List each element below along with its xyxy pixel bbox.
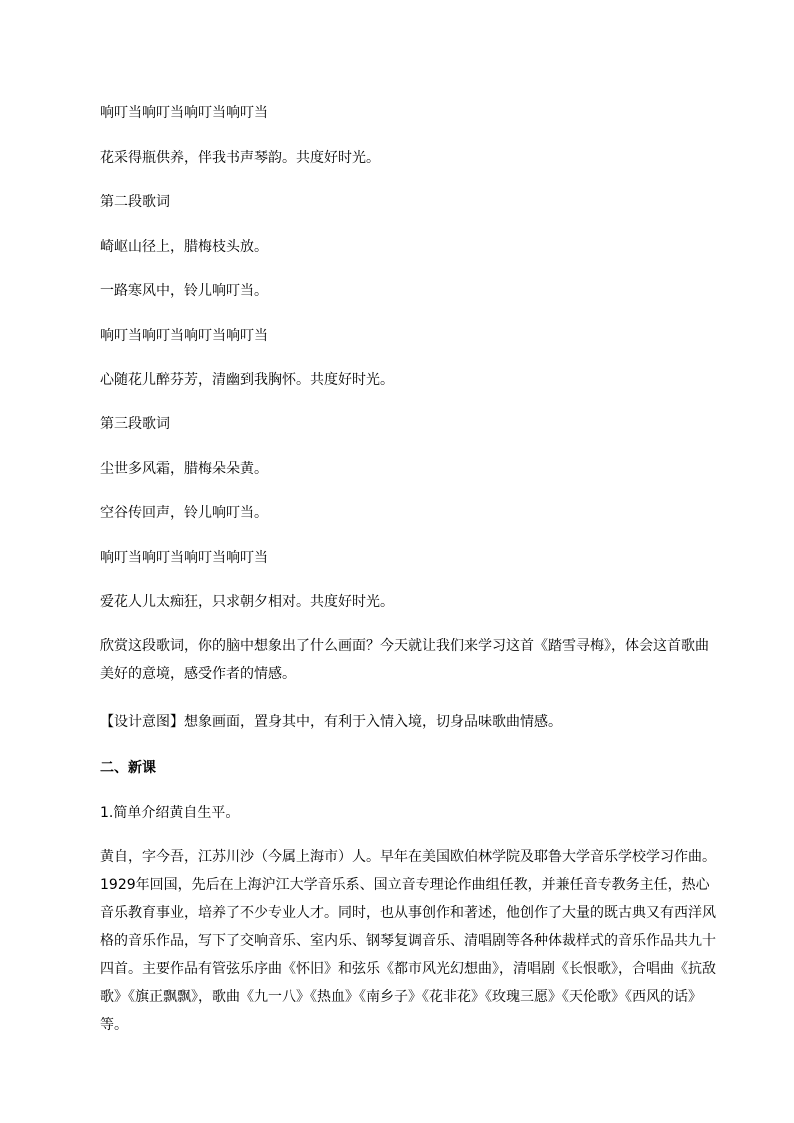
lyric-line: 响叮当响叮当响叮当响叮当 [100,105,268,121]
lyric-line: 崎岖山径上，腊梅枝头放。 [100,239,268,255]
lyric-line: 尘世多风霜，腊梅朵朵黄。 [100,461,268,477]
lyric-line: 响叮当响叮当响叮当响叮当 [100,328,268,344]
design-intent: 【设计意图】想象画面，置身其中，有利于入情入境，切身品味歌曲情感。 [100,714,562,730]
verse-heading: 第三段歌词 [100,416,170,432]
lyric-line: 空谷传回声，铃儿响叮当。 [100,505,268,521]
lyric-line: 心随花儿醉芬芳，清幽到我胸怀。共度好时光。 [100,372,394,388]
lyric-line: 爱花人儿太痴狂，只求朝夕相对。共度好时光。 [100,594,394,610]
intro-paragraph: 欣赏这段歌词，你的脑中想象出了什么画面？今天就让我们来学习这首《踏雪寻梅》，体会这首歌曲美好的意境，感受作者的情感。 [100,638,709,682]
section-heading: 二、新课 [100,760,156,776]
bio-paragraph: 黄自，字今吾，江苏川沙（今属上海市）人。早年在美国欧伯林学院及耶鲁大学音乐学校学习作曲。1929年回国，先后在上海沪江大学音乐系、国立音专理论作曲组任教，并兼任音专教务主任，热心音乐教育事业，培养了不少专业人才。同时，也从事创作和著述，他创作了大量的既古典又有西洋风格的音乐作品，写下了交响音乐、室内乐、钢琴复调音乐、清唱剧等各种体裁样式的音乐作品共九十四首。主要作品有管弦乐序曲《怀旧》和弦乐《都市风光幻想曲》，清唱剧《长恨歌》，合唱曲《抗敌歌》《旗正飘飘》，歌曲《九一八》《热血》《南乡子》《花非花》《玫瑰三愿》《天伦歌》《西风的话》等。 [100,849,716,1033]
lyric-line: 一路寒风中，铃儿响叮当。 [100,283,268,299]
lyric-line: 响叮当响叮当响叮当响叮当 [100,550,268,566]
lyric-line: 花采得瓶供养，伴我书声琴韵。共度好时光。 [100,150,380,166]
subheading: 1.简单介绍黄自生平。 [100,805,240,821]
verse-heading: 第二段歌词 [100,194,170,210]
